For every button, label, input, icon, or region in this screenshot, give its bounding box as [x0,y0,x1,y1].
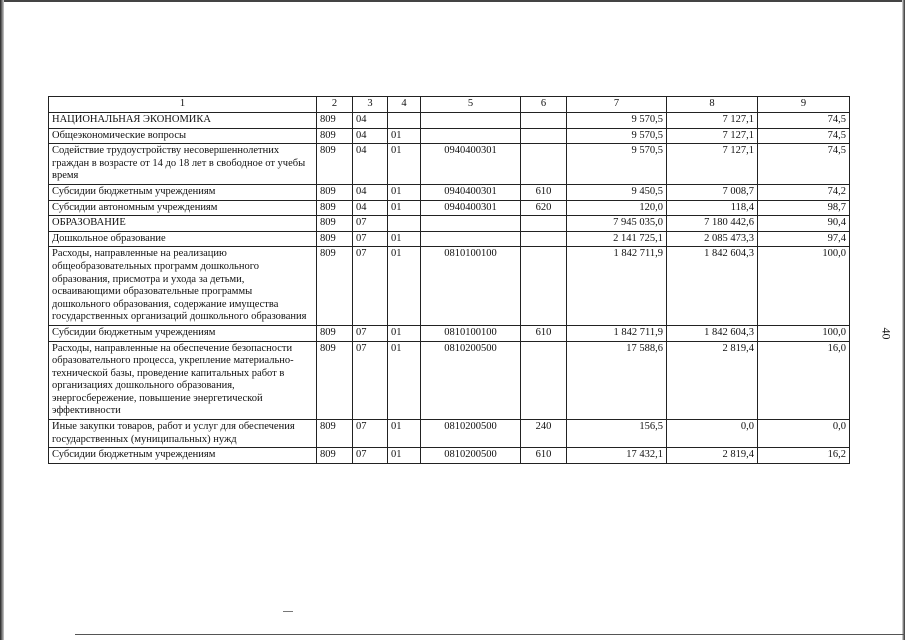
cell-target-article: 0810200500 [421,448,521,464]
cell-ved-code: 809 [317,128,353,144]
cell-section: 07 [353,216,388,232]
cell-executed: 7 127,1 [667,144,758,185]
table-row [49,144,850,185]
cell-subsection: 01 [388,200,421,216]
table-row [49,200,850,216]
cell-expense-type: 610 [521,325,567,341]
cell-name: Субсидии автономным учреждениям [49,200,317,216]
cell-section: 04 [353,200,388,216]
cell-expense-type [521,341,567,420]
cell-target-article: 0810100100 [421,325,521,341]
cell-ved-code: 809 [317,216,353,232]
cell-subsection: 01 [388,420,421,448]
cell-section: 07 [353,231,388,247]
table-row [49,231,850,247]
cell-subsection: 01 [388,128,421,144]
cell-percent: 74,2 [758,184,850,200]
table-row [49,113,850,129]
cell-planned: 1 842 711,9 [567,325,667,341]
page-top-edge [0,0,905,2]
cell-ved-code: 809 [317,113,353,129]
cell-percent: 16,2 [758,448,850,464]
cell-target-article [421,128,521,144]
cell-planned: 7 945 035,0 [567,216,667,232]
cell-planned: 2 141 725,1 [567,231,667,247]
cell-target-article: 0940400301 [421,144,521,185]
cell-executed: 1 842 604,3 [667,325,758,341]
page-number: 40 [879,327,894,340]
cell-ved-code: 809 [317,144,353,185]
cell-target-article: 0810200500 [421,420,521,448]
cell-ved-code: 809 [317,448,353,464]
cell-expense-type [521,247,567,326]
cell-executed: 7 180 442,6 [667,216,758,232]
cell-section: 04 [353,128,388,144]
cell-expense-type: 620 [521,200,567,216]
cell-expense-type: 610 [521,448,567,464]
cell-expense-type [521,144,567,185]
cell-percent: 16,0 [758,341,850,420]
table-row [49,184,850,200]
cell-percent: 100,0 [758,325,850,341]
cell-name: Субсидии бюджетным учреждениям [49,448,317,464]
cell-expense-type [521,231,567,247]
cell-percent: 0,0 [758,420,850,448]
cell-ved-code: 809 [317,420,353,448]
cell-percent: 74,5 [758,113,850,129]
cell-planned: 17 432,1 [567,448,667,464]
cell-executed: 7 008,7 [667,184,758,200]
cell-name: ОБРАЗОВАНИЕ [49,216,317,232]
cell-target-article: 0940400301 [421,200,521,216]
cell-name: Субсидии бюджетным учреждениям [49,184,317,200]
cell-name: Субсидии бюджетным учреждениям [49,325,317,341]
cell-percent: 100,0 [758,247,850,326]
cell-expense-type [521,216,567,232]
cell-section: 04 [353,184,388,200]
cell-subsection [388,113,421,129]
cell-planned: 1 842 711,9 [567,247,667,326]
cell-planned: 17 588,6 [567,341,667,420]
cell-subsection [388,216,421,232]
cell-name: Расходы, направленные на реализацию общеобразовательных программ дошкольного образования, присмотра и ухода за детьми, осваивающими образовательные программы дошкольного образования, содержание имущества государственных организаций дошкольного образования [49,247,317,326]
table-row [49,247,850,326]
column-header: 9 [758,97,850,113]
table-row [49,216,850,232]
cell-name: Содействие трудоустройству несовершеннолетних граждан в возрасте от 14 до 18 лет в свободное от учебы время [49,144,317,185]
table-row [49,128,850,144]
cell-name: Дошкольное образование [49,231,317,247]
cell-subsection: 01 [388,184,421,200]
cell-ved-code: 809 [317,341,353,420]
cell-executed: 2 085 473,3 [667,231,758,247]
column-header: 1 [49,97,317,113]
cell-planned: 9 570,5 [567,128,667,144]
cell-planned: 9 570,5 [567,113,667,129]
cell-target-article: 0810200500 [421,341,521,420]
cell-percent: 97,4 [758,231,850,247]
cell-planned: 9 570,5 [567,144,667,185]
cell-section: 07 [353,247,388,326]
cell-executed: 118,4 [667,200,758,216]
cell-target-article [421,113,521,129]
scan-mark [283,611,293,612]
cell-subsection: 01 [388,144,421,185]
column-header: 5 [421,97,521,113]
cell-subsection: 01 [388,325,421,341]
cell-expense-type: 610 [521,184,567,200]
cell-subsection: 01 [388,341,421,420]
cell-name: НАЦИОНАЛЬНАЯ ЭКОНОМИКА [49,113,317,129]
cell-executed: 2 819,4 [667,448,758,464]
cell-name: Общеэкономические вопросы [49,128,317,144]
cell-executed: 7 127,1 [667,113,758,129]
cell-percent: 74,5 [758,144,850,185]
bottom-rule [75,634,905,635]
cell-ved-code: 809 [317,231,353,247]
table-row [49,341,850,420]
cell-expense-type [521,128,567,144]
cell-section: 07 [353,448,388,464]
table-row [49,448,850,464]
cell-target-article [421,231,521,247]
cell-executed: 7 127,1 [667,128,758,144]
cell-executed: 2 819,4 [667,341,758,420]
column-header: 8 [667,97,758,113]
table-row [49,420,850,448]
table-header-row [49,97,850,113]
cell-planned: 9 450,5 [567,184,667,200]
cell-planned: 120,0 [567,200,667,216]
cell-executed: 1 842 604,3 [667,247,758,326]
cell-section: 07 [353,341,388,420]
cell-subsection: 01 [388,448,421,464]
cell-planned: 156,5 [567,420,667,448]
cell-ved-code: 809 [317,184,353,200]
column-header: 7 [567,97,667,113]
table-row [49,325,850,341]
cell-name: Иные закупки товаров, работ и услуг для обеспечения государственных (муниципальных) нужд [49,420,317,448]
cell-expense-type [521,113,567,129]
cell-executed: 0,0 [667,420,758,448]
cell-target-article [421,216,521,232]
cell-percent: 98,7 [758,200,850,216]
cell-subsection: 01 [388,231,421,247]
column-header: 3 [353,97,388,113]
cell-percent: 90,4 [758,216,850,232]
budget-table [48,96,850,464]
cell-ved-code: 809 [317,200,353,216]
column-header: 2 [317,97,353,113]
cell-subsection: 01 [388,247,421,326]
cell-target-article: 0810100100 [421,247,521,326]
column-header: 4 [388,97,421,113]
cell-section: 04 [353,144,388,185]
cell-ved-code: 809 [317,325,353,341]
cell-percent: 74,5 [758,128,850,144]
page-left-edge [0,0,4,640]
cell-ved-code: 809 [317,247,353,326]
cell-section: 04 [353,113,388,129]
cell-expense-type: 240 [521,420,567,448]
column-header: 6 [521,97,567,113]
cell-section: 07 [353,420,388,448]
cell-section: 07 [353,325,388,341]
cell-target-article: 0940400301 [421,184,521,200]
cell-name: Расходы, направленные на обеспечение безопасности образовательного процесса, укрепление материально-технической базы, проведение капитальных работ в организациях дошкольного образования, энергосбережение, повышение энергетической эффективности [49,341,317,420]
